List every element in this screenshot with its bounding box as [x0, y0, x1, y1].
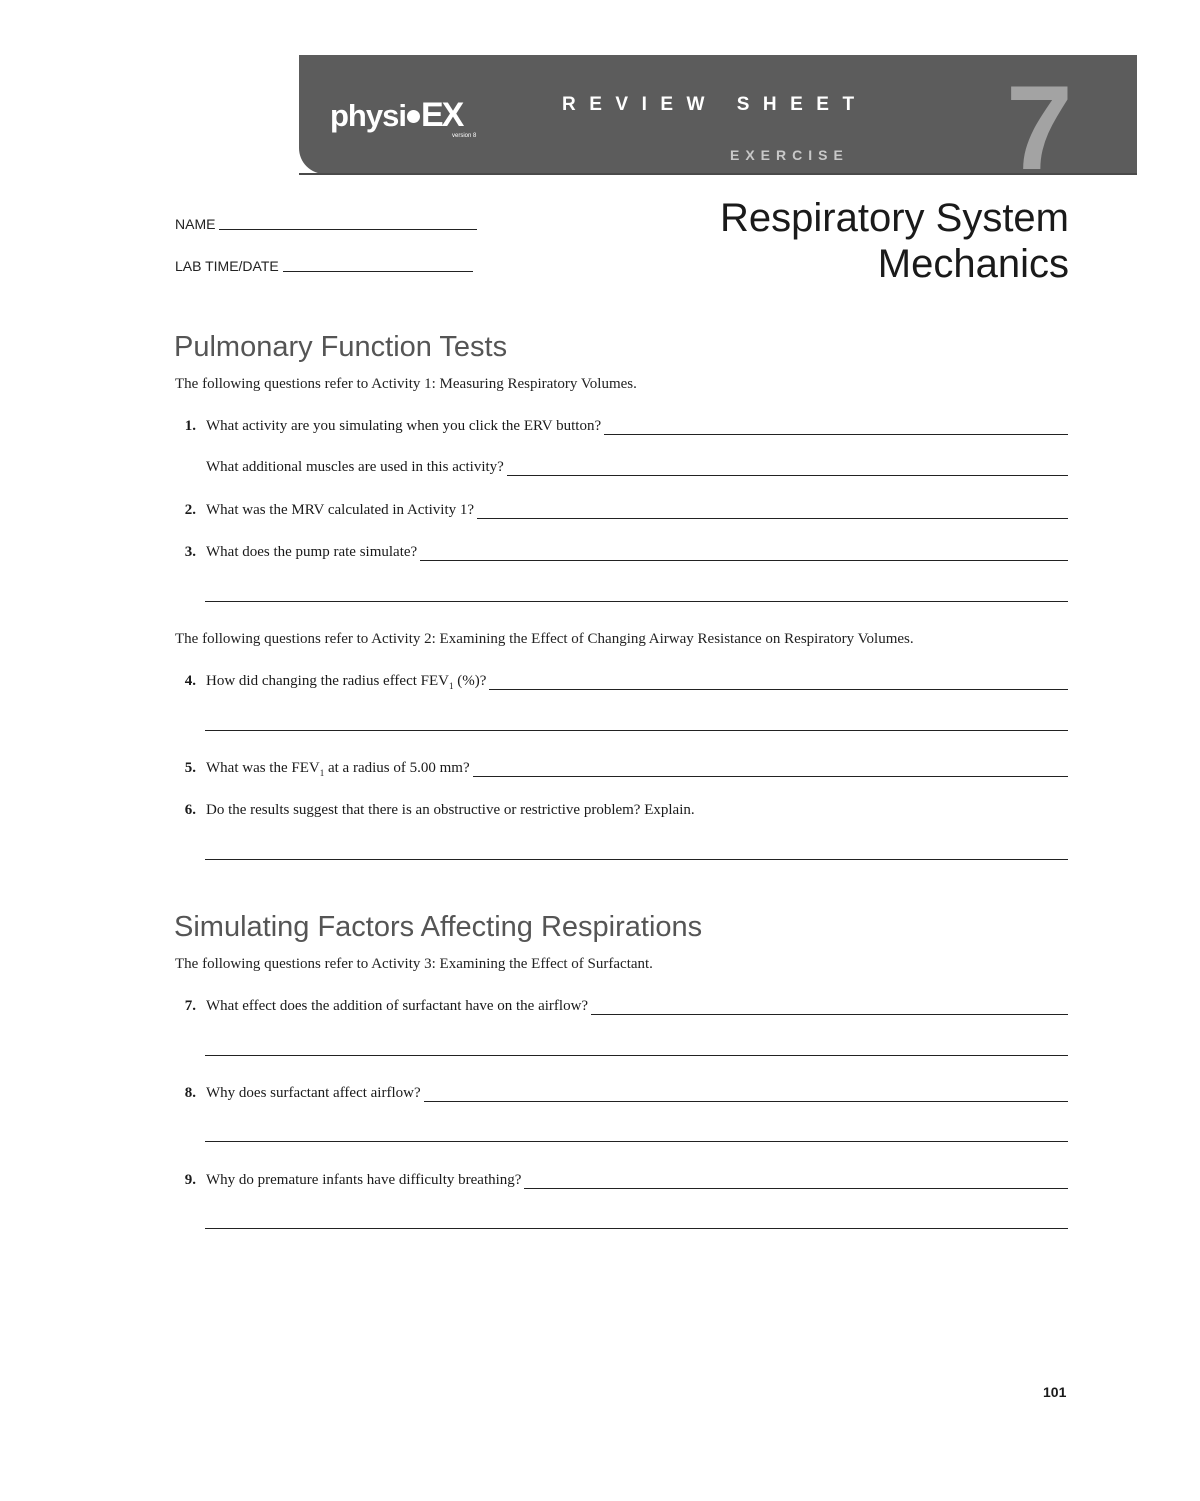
- question-text: What was the MRV calculated in Activity 1?: [206, 502, 477, 519]
- question-text: What additional muscles are used in this activity?: [206, 459, 507, 476]
- question-3: [170, 544, 1068, 564]
- answer-line[interactable]: [205, 1141, 1068, 1142]
- exercise-number: 7: [1006, 61, 1073, 174]
- question-9: [170, 1172, 1068, 1192]
- answer-line[interactable]: [205, 859, 1068, 860]
- question-1b: [170, 459, 1068, 479]
- question-text: What effect does the addition of surfactant have on the airflow?: [206, 998, 591, 1015]
- question-number: 4.: [184, 673, 196, 689]
- review-sheet-label: REVIEW SHEET: [562, 94, 868, 115]
- question-number: 3.: [184, 544, 196, 560]
- question-8: [170, 1085, 1068, 1105]
- lab-time-label: LAB TIME/DATE: [175, 258, 279, 274]
- section-heading-pulmonary: Pulmonary Function Tests: [174, 331, 508, 363]
- name-label: NAME: [175, 216, 216, 232]
- question-4: [170, 673, 1068, 693]
- exercise-label: EXERCISE: [730, 147, 849, 163]
- answer-line[interactable]: [205, 730, 1068, 731]
- answer-line[interactable]: [205, 1055, 1068, 1056]
- question-text: What was the $FEV_1$ at a radius of 5.00 mm?: [206, 760, 473, 778]
- name-field[interactable]: [175, 215, 477, 232]
- logo-dot-icon: [407, 110, 420, 123]
- question-1: [170, 418, 1068, 438]
- question-text: How did changing the radius effect $FEV_1$ (%)?: [206, 673, 489, 691]
- question-6: [170, 802, 1068, 822]
- question-2: [170, 502, 1068, 522]
- question-text: Why does surfactant affect airflow?: [206, 1085, 424, 1102]
- page-title: Respiratory System Mechanics: [720, 196, 1069, 286]
- question-5: [170, 760, 1068, 780]
- page-number: 101: [1043, 1384, 1067, 1400]
- question-number: 7.: [184, 998, 196, 1014]
- question-7: [170, 998, 1068, 1018]
- answer-line[interactable]: [205, 1228, 1068, 1229]
- question-number: 8.: [184, 1085, 196, 1101]
- section-heading-factors: Simulating Factors Affecting Respirations: [174, 911, 703, 943]
- question-number: 6.: [184, 802, 196, 818]
- logo-subtext: version 8: [452, 133, 477, 139]
- section-intro-activity2: The following questions refer to Activity 2: Examining the Effect of Changing Airway Resistance on Respiratory Volumes.: [175, 631, 914, 647]
- section-intro-activity1: The following questions refer to Activity 1: Measuring Respiratory Volumes.: [175, 376, 637, 392]
- lab-time-input-line[interactable]: [283, 257, 473, 272]
- physioex-logo: physi EX: [330, 96, 463, 134]
- question-text: What does the pump rate simulate?: [206, 544, 420, 561]
- question-number: 9.: [184, 1172, 196, 1188]
- question-text: Why do premature infants have difficulty breathing?: [206, 1172, 524, 1189]
- section-intro-activity3: The following questions refer to Activity 3: Examining the Effect of Surfactant.: [175, 956, 653, 972]
- name-input-line[interactable]: [219, 215, 477, 230]
- answer-line[interactable]: [205, 601, 1068, 602]
- question-number: 2.: [184, 502, 196, 518]
- lab-time-field[interactable]: [175, 257, 473, 274]
- question-text: Do the results suggest that there is an obstructive or restrictive problem? Explain.: [206, 802, 698, 819]
- question-number: 5.: [184, 760, 196, 776]
- question-number: 1.: [184, 418, 196, 434]
- question-text: What activity are you simulating when you click the ERV button?: [206, 418, 604, 435]
